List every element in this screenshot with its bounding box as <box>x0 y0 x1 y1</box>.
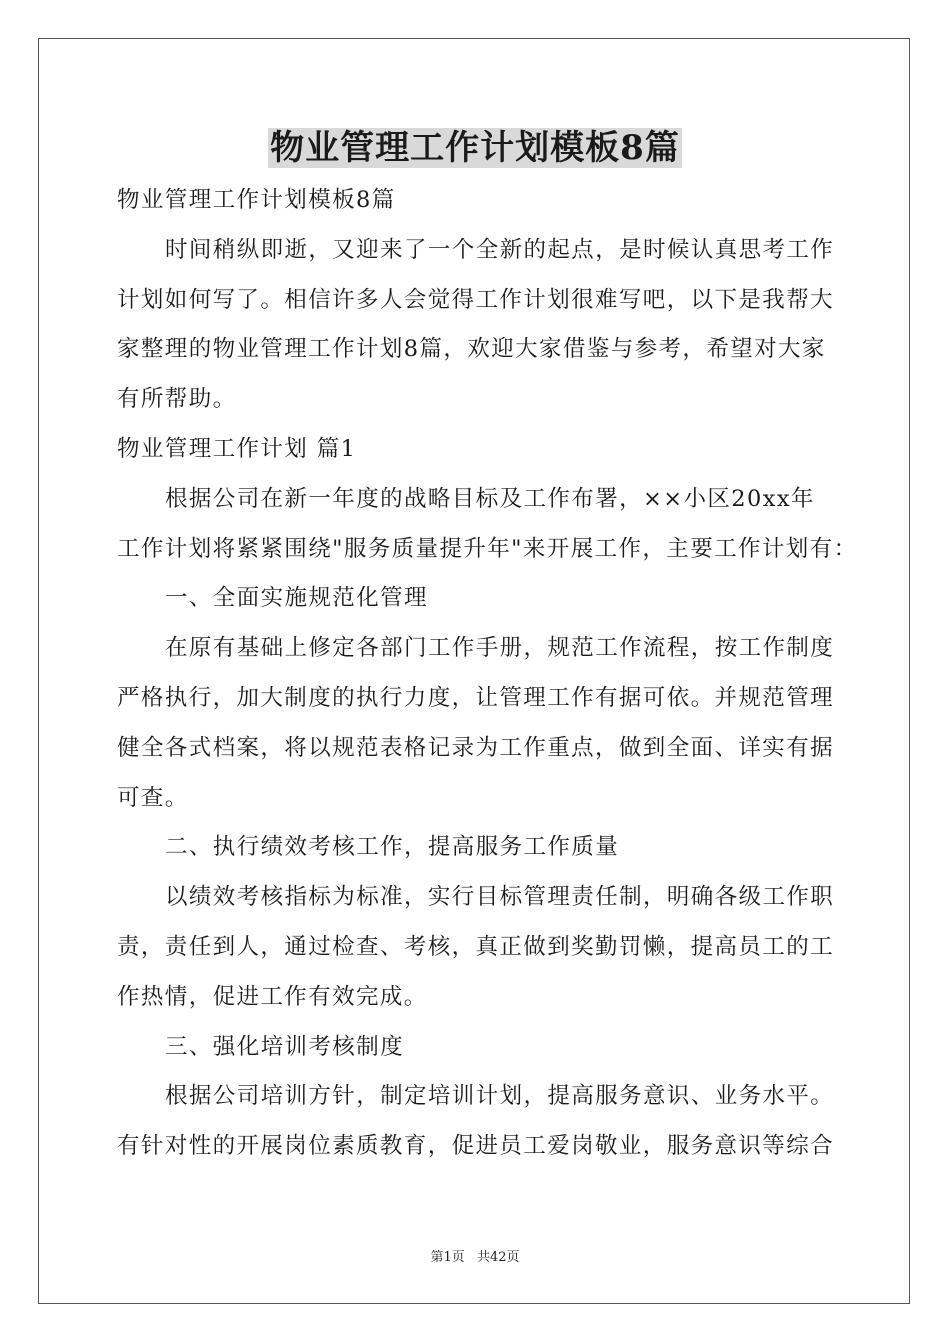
text-line: 在原有基础上修定各部门工作手册，规范工作流程，按工作制度 <box>165 635 835 662</box>
text-line: 三、强化培训考核制度 <box>165 1033 405 1060</box>
text-line: 物业管理工作计划模板8篇 <box>117 187 396 213</box>
document-body <box>117 176 858 1172</box>
text-line: 责，责任到人，通过检查、考核，真正做到奖勤罚懒，提高员工的工 <box>117 933 835 960</box>
text-line: 根据公司在新一年度的战略目标及工作布署，××小区20xx年 <box>165 485 815 512</box>
text-line: 健全各式档案，将以规范表格记录为工作重点，做到全面、详实有据 <box>117 734 835 761</box>
page-number: 第1页 <box>430 1250 465 1265</box>
text-line: 严格执行，加大制度的执行力度，让管理工作有据可依。并规范管理 <box>117 684 835 711</box>
title-wrap <box>0 128 950 168</box>
text-line: 二、执行绩效考核工作，提高服务工作质量 <box>165 834 620 861</box>
text-line: 工作计划将紧紧围绕"服务质量提升年"来开展工作，主要工作计划有： <box>117 535 858 562</box>
text-line: 有针对性的开展岗位素质教育，促进员工爱岗敬业，服务意识等综合 <box>117 1133 835 1160</box>
text-line: 物业管理工作计划 篇1 <box>117 435 357 462</box>
text-line: 家整理的物业管理工作计划8篇，欢迎大家借鉴与参考，希望对大家 <box>117 336 826 363</box>
page-footer <box>0 1246 950 1265</box>
text-line: 作热情，促进工作有效完成。 <box>117 983 428 1010</box>
total-pages: 共42页 <box>476 1250 520 1265</box>
document-title: 物业管理工作计划模板8篇 <box>270 128 680 168</box>
text-line: 一、全面实施规范化管理 <box>165 585 428 612</box>
text-line: 根据公司培训方针，制定培训计划，提高服务意识、业务水平。 <box>165 1083 835 1110</box>
text-line: 有所帮助。 <box>117 386 237 413</box>
text-line: 可查。 <box>117 784 189 811</box>
text-line: 以绩效考核指标为标准，实行目标管理责任制，明确各级工作职 <box>165 884 835 911</box>
text-line: 时间稍纵即逝，又迎来了一个全新的起点，是时候认真思考工作 <box>165 236 835 263</box>
text-line: 计划如何写了。相信许多人会觉得工作计划很难写吧，以下是我帮大 <box>117 286 835 313</box>
